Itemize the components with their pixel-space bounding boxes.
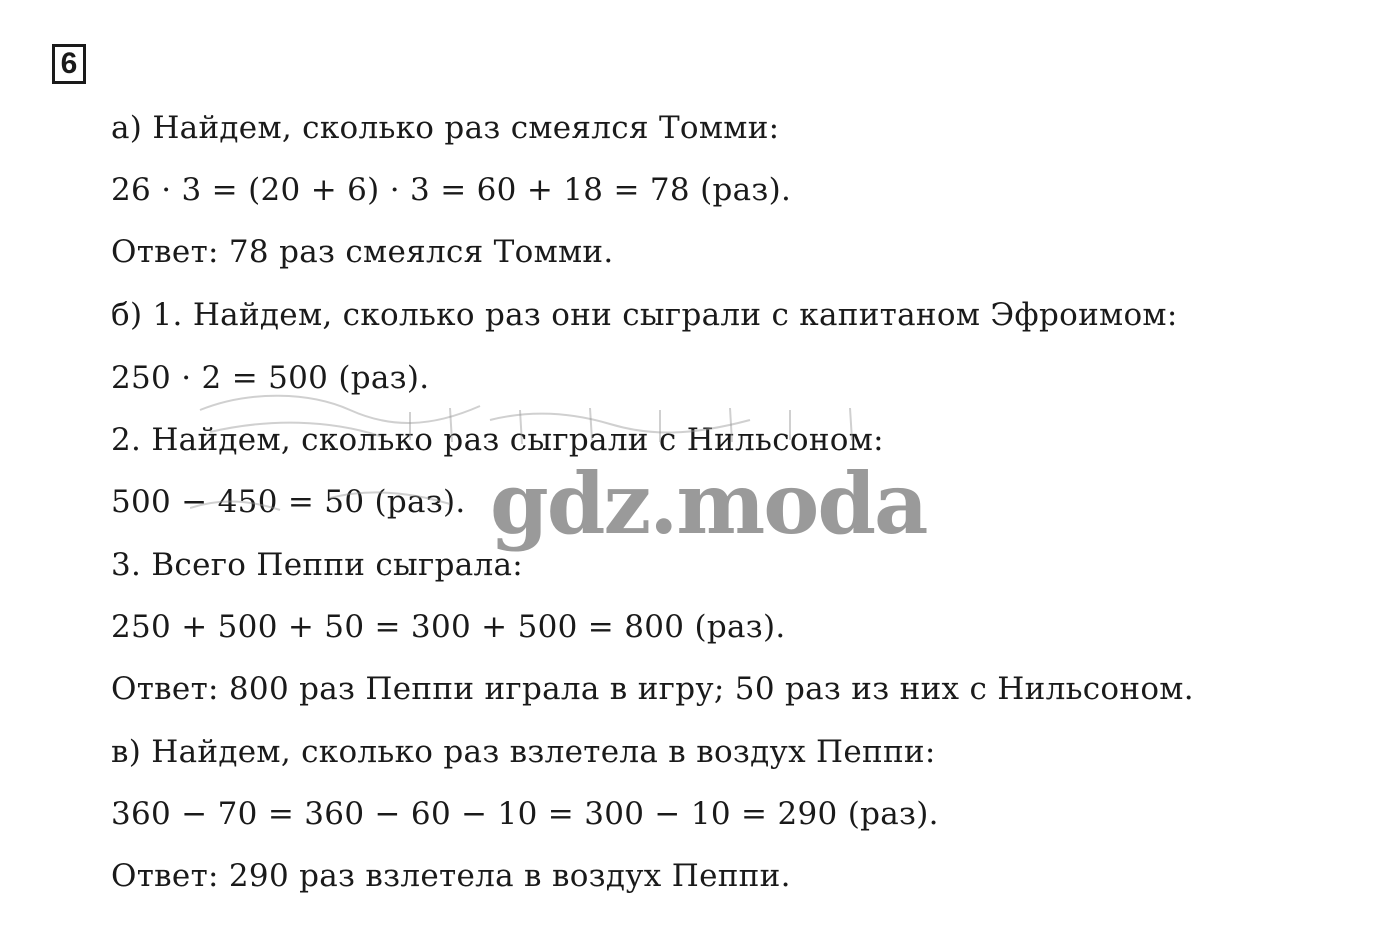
watermark-logo: gdz.moda — [490, 454, 927, 553]
task-number: 6 — [60, 47, 78, 80]
solution-line: Ответ: 290 раз взлетела в воздух Пеппи. — [111, 858, 791, 894]
solution-line: 26 · 3 = (20 + 6) · 3 = 60 + 18 = 78 (раз). — [111, 172, 792, 208]
watermark-scribble — [190, 380, 910, 550]
solution-line: Ответ: 78 раз смеялся Томми. — [111, 234, 614, 270]
solution-line: 500 − 450 = 50 (раз). — [111, 484, 466, 520]
solution-line: Ответ: 800 раз Пеппи играла в игру; 50 раз из них с Нильсоном. — [111, 671, 1194, 707]
solution-line: 250 · 2 = 500 (раз). — [111, 360, 430, 396]
solution-line: 360 − 70 = 360 − 60 − 10 = 300 − 10 = 290 (раз). — [111, 796, 939, 832]
solution-line: 3. Всего Пеппи сыграла: — [111, 547, 524, 583]
solution-line: 250 + 500 + 50 = 300 + 500 = 800 (раз). — [111, 609, 786, 645]
task-number-box — [52, 44, 86, 84]
solution-line: а) Найдем, сколько раз смеялся Томми: — [111, 110, 780, 146]
solution-line: в) Найдем, сколько раз взлетела в воздух Пеппи: — [111, 734, 936, 770]
solution-line: 2. Найдем, сколько раз сыграли с Нильсоном: — [111, 422, 884, 458]
solution-line: б) 1. Найдем, сколько раз они сыграли с капитаном Эфроимом: — [111, 297, 1178, 333]
